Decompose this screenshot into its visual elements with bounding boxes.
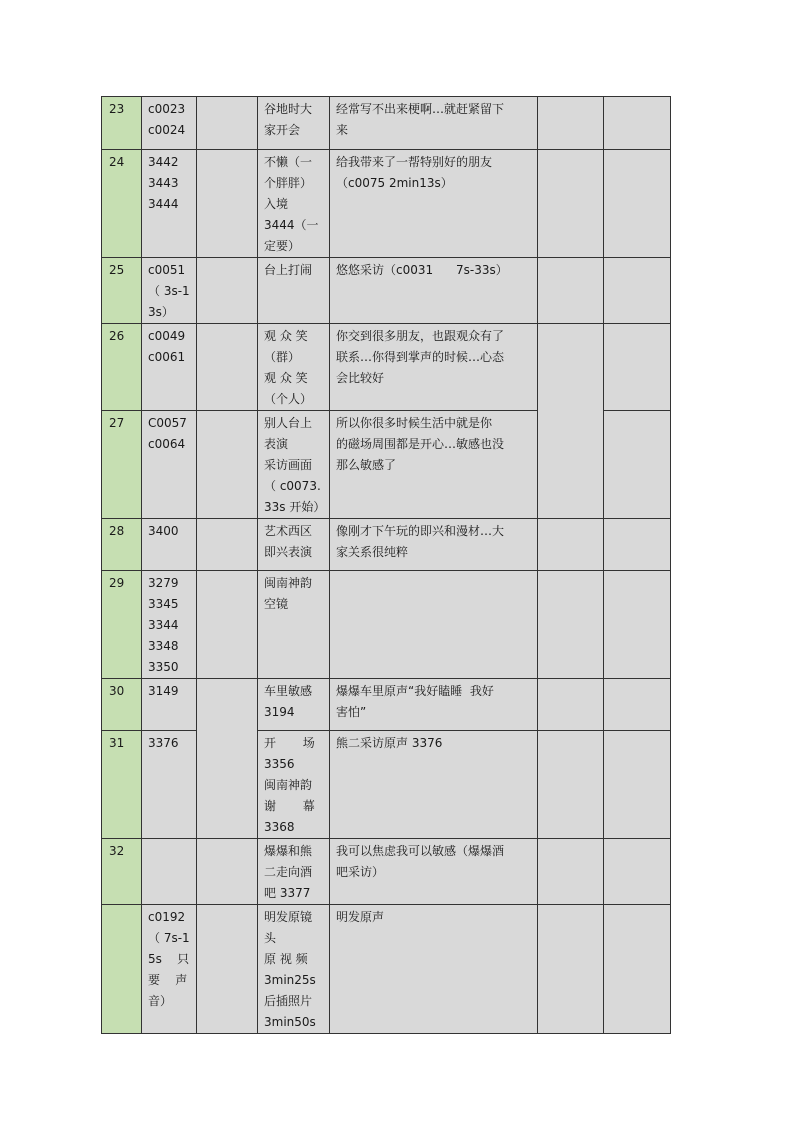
clip-code-cell [142,258,197,324]
shot-number-cell [102,731,142,839]
cell-line: c0061 [148,350,186,364]
empty-cell [197,571,258,679]
cell-line: 观 众 笑 [264,371,308,385]
scene-cell [258,679,330,731]
table-row [102,97,671,150]
cell-line: 家关系很纯粹 [336,545,409,559]
shot-number-cell [102,519,142,571]
empty-cell [604,324,671,411]
shot-number-cell [102,839,142,905]
cell-line: （个人） [264,392,313,406]
cell-line: 个胖胖） [264,176,313,190]
cell-line: 闽南神韵 [264,778,313,792]
empty-cell [604,519,671,571]
cell-line: 原 视 频 [264,952,308,966]
cell-line: 家开会 [264,123,301,137]
cell-line: 3194 [264,705,295,719]
empty-cell [604,258,671,324]
cell-line: 给我带来了一帮特别好的朋友 [336,155,493,169]
cell-line: 台上打闹 [264,263,313,277]
clip-code-cell [142,324,197,411]
cell-line: 3348 [148,639,179,653]
cell-line: c0024 [148,123,186,137]
empty-cell [538,839,604,905]
cell-line: c0192 [148,910,186,924]
description-cell [330,150,538,258]
description-cell [330,679,538,731]
cell-line: 明发原镜 [264,910,313,924]
description-cell [330,839,538,905]
cell-line: 你交到很多朋友，也跟观众有了 [336,329,505,343]
cell-line: 3345 [148,597,179,611]
cell-line: 3376 [148,736,179,750]
shot-number-cell [102,679,142,731]
clip-code-cell [142,839,197,905]
cell-line: 别人台上 [264,416,313,430]
cell-line: （ 7s-1 [148,931,190,945]
cell-line: 观 众 笑 [264,329,308,343]
cell-line: 像刚才下午玩的即兴和漫材…大 [336,524,505,538]
table-row [102,150,671,258]
cell-line: 3443 [148,176,179,190]
empty-cell [604,97,671,150]
cell-line: 联系…你得到掌声的时候…心态 [336,350,505,364]
description-cell [330,97,538,150]
empty-cell [538,731,604,839]
clip-code-cell [142,731,197,839]
shot-number: 29 [109,576,125,590]
cell-line: c0051 [148,263,186,277]
clip-code-cell [142,679,197,731]
cell-line: 吧采访） [336,865,385,879]
empty-cell [604,150,671,258]
cell-line: c0064 [148,437,186,451]
cell-line: 空镜 [264,597,289,611]
cell-line: 熊二采访原声 3376 [336,736,443,750]
table-row [102,571,671,679]
cell-line: c0023 [148,102,186,116]
scene-cell [258,519,330,571]
shot-number-cell [102,150,142,258]
empty-cell [604,839,671,905]
empty-cell [604,905,671,1034]
cell-line: 来 [336,123,349,137]
cell-line: 那么敏感了 [336,458,397,472]
empty-cell [197,839,258,905]
empty-cell [197,97,258,150]
scene-cell [258,258,330,324]
cell-line: 经常写不出来梗啊…就赶紧留下 [336,102,505,116]
shot-number-cell [102,571,142,679]
scene-cell [258,839,330,905]
empty-cell [538,150,604,258]
scene-cell [258,97,330,150]
cell-line: 头 [264,931,277,945]
cell-line: 3350 [148,660,179,674]
description-cell [330,571,538,679]
scene-cell [258,324,330,411]
empty-cell [197,519,258,571]
table-row [102,324,671,411]
empty-cell [538,97,604,150]
clip-code-cell [142,411,197,519]
shot-number: 27 [109,416,125,430]
cell-line: 音） [148,994,173,1008]
shot-number: 31 [109,736,125,750]
description-cell [330,905,538,1034]
empty-cell [197,411,258,519]
cell-line: 谷地时大 [264,102,313,116]
cell-line: 明发原声 [336,910,385,924]
cell-line: 爆爆车里原声“我好瞌睡 我好 [336,684,494,698]
clip-code-cell [142,571,197,679]
cell-line: 害怕” [336,705,367,719]
cell-line: 不懒（一 [264,155,313,169]
empty-cell [197,905,258,1034]
table-body [102,97,671,1034]
cell-line: 我可以焦虑我可以敏感（爆爆酒 [336,844,505,858]
empty-cell [538,324,604,519]
shot-number: 25 [109,263,125,277]
scene-cell [258,411,330,519]
cell-line: 表演 [264,437,289,451]
empty-cell [604,679,671,731]
cell-line: 的磁场周围都是开心…敏感也没 [336,437,505,451]
shot-number-cell [102,411,142,519]
cell-line: 开 场 [264,736,315,750]
table-row [102,519,671,571]
description-cell [330,731,538,839]
shot-number: 32 [109,844,125,858]
table-row [102,258,671,324]
cell-line: 3356 [264,757,295,771]
cell-line: c0049 [148,329,186,343]
description-cell [330,519,538,571]
table-row [102,679,671,731]
cell-line: 3442 [148,155,179,169]
cell-line: 悠悠采访（c0031 7s-33s） [336,263,508,277]
cell-line: 3min25s [264,973,316,987]
cell-line: C0057 [148,416,187,430]
empty-cell [538,679,604,731]
cell-line: 爆爆和熊 [264,844,313,858]
cell-line: 3344 [148,618,179,632]
cell-line: 3min50s [264,1015,316,1029]
empty-cell [197,258,258,324]
cell-line: 车里敏感 [264,684,313,698]
cell-line: 谢 幕 [264,799,315,813]
scene-cell [258,731,330,839]
clip-code-cell [142,150,197,258]
empty-cell [538,519,604,571]
empty-cell [604,731,671,839]
cell-line: 入境 [264,197,289,211]
shot-number-cell [102,324,142,411]
cell-line: 3444（一 [264,218,319,232]
cell-line: （ 3s-1 [148,284,190,298]
cell-line: 5s 只 [148,952,190,966]
cell-line: 会比较好 [336,371,385,385]
cell-line: 后插照片 [264,994,313,1008]
clip-code-cell [142,97,197,150]
empty-cell [538,571,604,679]
cell-line: （ c0073. [264,479,321,493]
shot-number: 26 [109,329,125,343]
shot-number-cell [102,97,142,150]
table-row [102,839,671,905]
cell-line: 所以你很多时候生活中就是你 [336,416,493,430]
cell-line: 33s 开始） [264,500,326,514]
cell-line: 3368 [264,820,295,834]
shot-number: 30 [109,684,125,698]
empty-cell [604,411,671,519]
shot-number-cell [102,905,142,1034]
cell-line: 定要） [264,239,301,253]
shot-number: 23 [109,102,125,116]
cell-line: （c0075 2min13s） [336,176,453,190]
empty-cell [197,324,258,411]
description-cell [330,324,538,411]
description-cell [330,411,538,519]
scene-cell [258,150,330,258]
empty-cell [604,571,671,679]
cell-line: 3s） [148,305,174,319]
description-cell [330,258,538,324]
cell-line: 即兴表演 [264,545,313,559]
empty-cell [197,150,258,258]
cell-line: 要 声 [148,973,188,987]
cell-line: 吧 3377 [264,886,311,900]
scene-cell [258,571,330,679]
empty-cell [538,905,604,1034]
shot-list-table [101,96,671,1034]
cell-line: 3400 [148,524,179,538]
cell-line: 闽南神韵 [264,576,313,590]
cell-line: 3444 [148,197,179,211]
table-row [102,731,671,839]
cell-line: 3279 [148,576,179,590]
empty-cell [538,258,604,324]
scene-cell [258,905,330,1034]
table-row [102,905,671,1034]
cell-line: 采访画面 [264,458,313,472]
cell-line: 艺术西区 [264,524,313,538]
clip-code-cell [142,905,197,1034]
empty-cell [197,679,258,839]
shot-number: 24 [109,155,125,169]
cell-line: （群） [264,350,301,364]
shot-number-cell [102,258,142,324]
cell-line: 二走向酒 [264,865,313,879]
shot-number: 28 [109,524,125,538]
cell-line: 3149 [148,684,179,698]
clip-code-cell [142,519,197,571]
